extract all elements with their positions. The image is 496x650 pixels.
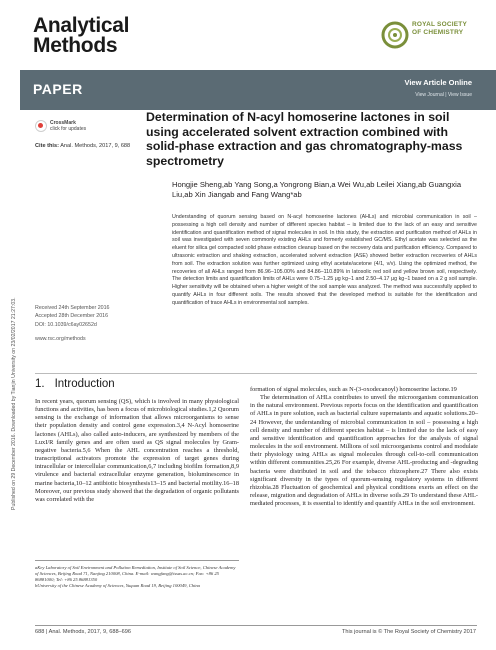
rsc-logo-text (412, 21, 467, 37)
view-article-online-link[interactable]: View Article Online (404, 78, 472, 87)
published-note: Published on 29 December 2016. Downloaded by Tianjin University on 23/02/2017 21:27:03. (11, 297, 17, 510)
view-journal-issue-links[interactable]: View Journal | View Issue (415, 92, 472, 98)
section-divider (35, 373, 477, 374)
crossmark-line2: click for updates (50, 126, 87, 132)
body-column-left (35, 398, 239, 504)
section-number: 1. (35, 378, 45, 390)
journal-website-link[interactable]: www.rsc.org/methods (35, 336, 86, 342)
accepted-date: Accepted 28th December 2016 (35, 312, 109, 319)
abstract: Understanding of quorum sensing based on N-acyl homoserine lactones (AHLs) and microbial communication in soil – possessing a high cell density and number of different species habitat – is limited due to the lack of an easy and sensitive identification and quantification method of signal molecules in soil. In this study, the extraction and purification method of AHLs in soil was investigated with seven commonly existing AHLs and formerly established GC/MS. Ethyl acetate was selected as the eluent for silica gel compacted solid phase extraction cleanup based on the recovery data and purification efficiency. Compared to ultrasonic extraction and shaking extraction, accelerated solvent extraction (ASE) showed better extraction recoveries of AHLs from soil. The extraction solution was further optimized using ethyl acetate/acetone (4/1, v/v). Using the optimized method, the recoveries of all AHLs ranged from 86.96–105.00% and 84.86–110.89% in latosolic red soil and yellow brown soil, respectively. The detection limits and quantification limits of AHLs were 0.75–1.25 μg kg−1 and 2.50–4.17 μg kg−1 based on a 2 g soil sample. Higher sensitivity will be obtained when a higher weight of the soil sample was analyzed. The method was successfully applied to quantify AHLs in four different soils. The results showed that the developed method is suitable for the identification and quantification of trace AHLs in environmental soil samples. (172, 214, 477, 306)
intro-paragraph-2: The determination of AHLs contributes to unveil the microorganism communication in the natural environment. Previous reports focus on the identification and quantification of AHLs in pure solution, such as bacterial culture supernatants and aquatic solutions.20–24 However, the understanding of microbial communication in soil – possessing a high cell density and number of different species habitat – is limited due to the lack of easy and sensitive identification and quantification approaches for the analysis of signal molecules in the soil environment. Millions of soil microorganisms control and modulate their physiology using AHLs as signal molecules through cell-to-cell communication within different communities.25,26 For example, diverse AHL-producing and -degrading bacteria were distributed in soil and the tobacco rhizosphere.27 There also exists significant diversity in the types of quorum-sensing regulatory systems in different rhizobia.28 Fluctuation of geochemical and physical conditions exerts an effect on the release, migration and degradation of AHLs in diverse soils.29 To understand these AHL-mediated processes, it is essential to identify and quantify AHLs in the soil environment. (250, 394, 478, 508)
author-list: Hongjie Sheng,ab Yang Song,a Yongrong Bian,a Wei Wu,ab Leilei Xiang,ab Guangxia Liu,ab Xin Jiangab and Fang Wang*ab (172, 180, 462, 199)
body-column-right (250, 386, 478, 508)
affiliation-a: aKey Laboratory of Soil Environment and Pollution Remediation, Institute of Soil Science, Chinese Academy of Sciences, Beijing Road 71, Nanjing 210008, China. E-mail: wangfang@issas.ac.cn; Fax: +86 25 86881000; Tel: +86 25 86881350 (35, 565, 236, 582)
received-dates (35, 305, 110, 320)
doi-link[interactable]: DOI: 10.1039/c6ay02652d (35, 322, 97, 328)
footer-page-citation: 688 | Anal. Methods, 2017, 9, 688–696 (35, 629, 132, 635)
crossmark-text (50, 120, 86, 132)
intro-paragraph-1-cont: formation of signal molecules, such as N-(3-oxodecanoyl) homoserine lactone.19 (250, 386, 457, 393)
crossmark-icon (35, 120, 47, 132)
affiliation-b: bUniversity of the Chinese Academy of Sciences, Yuquan Road 19, Beijing 100049, China (35, 583, 200, 588)
published-sidebar (3, 130, 17, 510)
rsc-line2: OF CHEMISTRY (412, 29, 464, 36)
crossmark-line1: CrossMark (50, 120, 76, 126)
footer-copyright: This journal is © The Royal Society of Chemistry 2017 (342, 629, 476, 635)
journal-title (33, 16, 129, 56)
paper-label: PAPER (33, 81, 83, 97)
rsc-line1: ROYAL SOCIETY (412, 21, 467, 28)
footer-divider (35, 625, 477, 626)
cite-this (35, 143, 130, 149)
section-title: Introduction (54, 378, 115, 390)
journal-title-line1: Analytical (33, 14, 130, 37)
crossmark-badge[interactable] (35, 120, 95, 134)
cite-prefix: Cite this: (35, 143, 59, 149)
received-date: Received 24th September 2016 (35, 305, 110, 311)
introduction-heading (35, 378, 125, 390)
cite-text: Anal. Methods, 2017, 9, 688 (60, 143, 131, 149)
affiliations (35, 560, 239, 589)
article-title: Determination of N-acyl homoserine lactones in soil using accelerated solvent extraction combined with solid-phase extraction and gas chromatography-mass spectrometry (146, 110, 463, 168)
paper-header-bar (20, 70, 496, 110)
intro-paragraph-1: In recent years, quorum sensing (QS), which is involved in many physiological functions and activities, has been a focus of microbiological studies.1,2 Quorum sensing is the exchange of information that allows microorganisms to sense their population density and control gene expression.3,4 N-Acyl homoserine lactones (AHLs), also called auto-inducers, are synthesized by members of the LuxI/R family genes and are often used as QS signal molecules by Gram-negative bacteria.5,6 When the AHL concentration reaches a threshold, transcriptional activators promote the expression of target genes during intracellular or intercellular communication,6,7 including biofilm formation,8,9 virulence and bacterial extracellular enzyme generation, bioluminescence in marine bacteria,10–12 antibiotic biosynthesis13–15 and bacterial motility.16–18 Moreover, our previous study showed that the degradation of organic pollutants was correlated with the (35, 398, 239, 503)
journal-title-line2: Methods (33, 34, 118, 57)
